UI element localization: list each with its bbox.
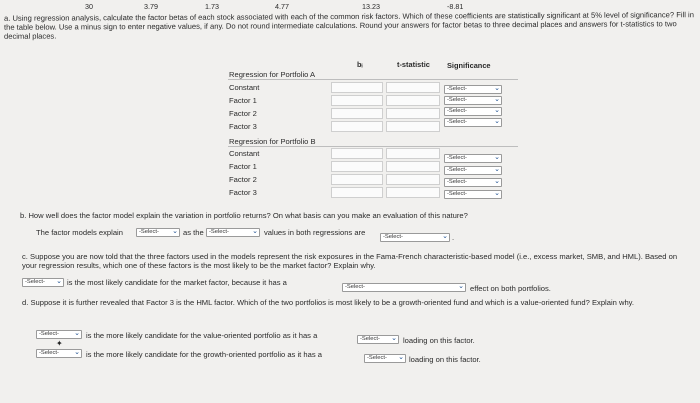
tstat-input[interactable] bbox=[386, 187, 440, 198]
growth-loading-select[interactable] bbox=[364, 354, 406, 363]
value-portfolio-select[interactable] bbox=[36, 330, 82, 339]
chevron-down-icon: ⌄ bbox=[391, 335, 397, 342]
value-loading-select[interactable] bbox=[357, 335, 399, 344]
divider bbox=[228, 146, 518, 147]
part-b-text: The factor models explain bbox=[36, 228, 123, 237]
significance-select[interactable] bbox=[444, 85, 502, 94]
row-label: Factor 1 bbox=[229, 162, 257, 171]
significance-select[interactable] bbox=[444, 190, 502, 199]
cursor-icon: ✦ bbox=[56, 339, 63, 348]
chevron-down-icon: ⌄ bbox=[172, 228, 178, 235]
beta-input[interactable] bbox=[331, 161, 383, 172]
chevron-down-icon: ⌄ bbox=[494, 166, 500, 173]
select-label: -Select- bbox=[447, 108, 467, 114]
beta-input[interactable] bbox=[331, 95, 383, 106]
chevron-down-icon: ⌄ bbox=[494, 154, 500, 161]
magnitude-select[interactable] bbox=[380, 233, 450, 242]
significance-select[interactable] bbox=[444, 96, 502, 105]
tstat-input[interactable] bbox=[386, 95, 440, 106]
row-label: Factor 2 bbox=[229, 175, 257, 184]
top-value: -8.81 bbox=[447, 2, 464, 11]
select-label: -Select- bbox=[39, 331, 59, 337]
beta-input[interactable] bbox=[331, 82, 383, 93]
select-label: -Select- bbox=[447, 167, 467, 173]
part-c-text: is the most likely candidate for the market factor, because it has a bbox=[67, 278, 287, 287]
beta-input[interactable] bbox=[331, 108, 383, 119]
top-value: 1.73 bbox=[205, 2, 219, 11]
growth-portfolio-select[interactable] bbox=[36, 349, 82, 358]
significance-select[interactable] bbox=[444, 107, 502, 116]
select-label: -Select- bbox=[345, 284, 365, 290]
top-value: 4.77 bbox=[275, 2, 289, 11]
beta-input[interactable] bbox=[331, 187, 383, 198]
select-label: -Select- bbox=[383, 234, 403, 240]
significance-select[interactable] bbox=[444, 118, 502, 127]
part-b-text: values in both regressions are bbox=[264, 228, 366, 237]
select-label: -Select- bbox=[447, 191, 467, 197]
chevron-down-icon: ⌄ bbox=[252, 228, 258, 235]
effect-select[interactable] bbox=[342, 283, 466, 292]
part-b-question: b. How well does the factor model explain the variation in portfolio returns? On what basis can you make an evaluation of this nature? bbox=[20, 211, 468, 220]
tstat-input[interactable] bbox=[386, 108, 440, 119]
select-label: -Select- bbox=[25, 279, 45, 285]
top-value: 13.23 bbox=[362, 2, 380, 11]
part-d-text: is the more likely candidate for the growth-oriented portfolio as it has a bbox=[86, 350, 322, 359]
row-label: Factor 3 bbox=[229, 122, 257, 131]
part-c-text: effect on both portfolios. bbox=[470, 284, 551, 293]
beta-input[interactable] bbox=[331, 174, 383, 185]
row-label: Constant bbox=[229, 149, 260, 158]
top-value: 30 bbox=[85, 2, 93, 11]
chevron-down-icon: ⌄ bbox=[494, 85, 500, 92]
divider bbox=[228, 79, 518, 80]
chevron-down-icon: ⌄ bbox=[398, 354, 404, 361]
chevron-down-icon: ⌄ bbox=[494, 118, 500, 125]
chevron-down-icon: ⌄ bbox=[494, 178, 500, 185]
significance-select[interactable] bbox=[444, 166, 502, 175]
part-b-text: as the bbox=[183, 228, 204, 237]
beta-input[interactable] bbox=[331, 148, 383, 159]
row-label: Constant bbox=[229, 83, 260, 92]
part-c-question: c. Suppose you are now told that the three factors used in the models represent the risk exposures in the Fama-French characteristic-based model (i.e., excess market, SMB, and HML). Based on your regression results, which one of these factors is the most likely to be the market factor? Explain why. bbox=[22, 252, 678, 270]
select-label: -Select- bbox=[39, 350, 59, 356]
row-label: Factor 3 bbox=[229, 188, 257, 197]
select-label: -Select- bbox=[447, 179, 467, 185]
chevron-down-icon: ⌄ bbox=[56, 278, 62, 285]
tstat-input[interactable] bbox=[386, 82, 440, 93]
select-label: -Select- bbox=[447, 97, 467, 103]
beta-input[interactable] bbox=[331, 121, 383, 132]
select-label: -Select- bbox=[447, 155, 467, 161]
select-label: -Select- bbox=[360, 336, 380, 342]
chevron-down-icon: ⌄ bbox=[494, 96, 500, 103]
top-value: 3.79 bbox=[144, 2, 158, 11]
statistic-select[interactable] bbox=[206, 228, 260, 237]
chevron-down-icon: ⌄ bbox=[494, 190, 500, 197]
portfolio-a-title: Regression for Portfolio A bbox=[229, 70, 316, 79]
market-factor-select[interactable] bbox=[22, 278, 64, 287]
significance-header: Significance bbox=[447, 61, 491, 70]
chevron-down-icon: ⌄ bbox=[494, 107, 500, 114]
select-label: -Select- bbox=[447, 86, 467, 92]
explain-level-select[interactable] bbox=[136, 228, 180, 237]
select-label: -Select- bbox=[139, 229, 159, 235]
part-d-text: loading on this factor. bbox=[403, 336, 475, 345]
row-label: Factor 1 bbox=[229, 96, 257, 105]
portfolio-b-title: Regression for Portfolio B bbox=[229, 137, 316, 146]
part-b-text: . bbox=[452, 233, 455, 242]
tstat-input[interactable] bbox=[386, 121, 440, 132]
select-label: -Select- bbox=[367, 355, 387, 361]
select-label: -Select- bbox=[209, 229, 229, 235]
part-d-text: loading on this factor. bbox=[409, 355, 481, 364]
row-label: Factor 2 bbox=[229, 109, 257, 118]
chevron-down-icon: ⌄ bbox=[458, 283, 464, 290]
part-d-question: d. Suppose it is further revealed that Factor 3 is the HML factor. Which of the two portfolios is most likely to be a growth-oriented fund and which is a value-oriented fund? Explain why. bbox=[22, 298, 635, 307]
tstat-input[interactable] bbox=[386, 161, 440, 172]
select-label: -Select- bbox=[447, 119, 467, 125]
chevron-down-icon: ⌄ bbox=[74, 330, 80, 337]
chevron-down-icon: ⌄ bbox=[74, 349, 80, 356]
part-a-instructions: a. Using regression analysis, calculate the factor betas of each stock associated with each of the common risk factors. Which of these coefficients are statistically significant at 5% level of significance? Fill in the table below. Use a minus sign to enter negative values, if any. Do not round intermediate calculations. Round your answers for factor betas to three decimal places and answers for t-statistics to two decimal places. bbox=[4, 10, 694, 41]
tstat-input[interactable] bbox=[386, 148, 440, 159]
part-d-text: is the more likely candidate for the value-oriented portfolio as it has a bbox=[86, 331, 318, 340]
significance-select[interactable] bbox=[444, 178, 502, 187]
chevron-down-icon: ⌄ bbox=[442, 233, 448, 240]
significance-select[interactable] bbox=[444, 154, 502, 163]
tstat-input[interactable] bbox=[386, 174, 440, 185]
beta-header: bᵢ bbox=[357, 60, 363, 69]
tstat-header: t-statistic bbox=[397, 60, 430, 69]
